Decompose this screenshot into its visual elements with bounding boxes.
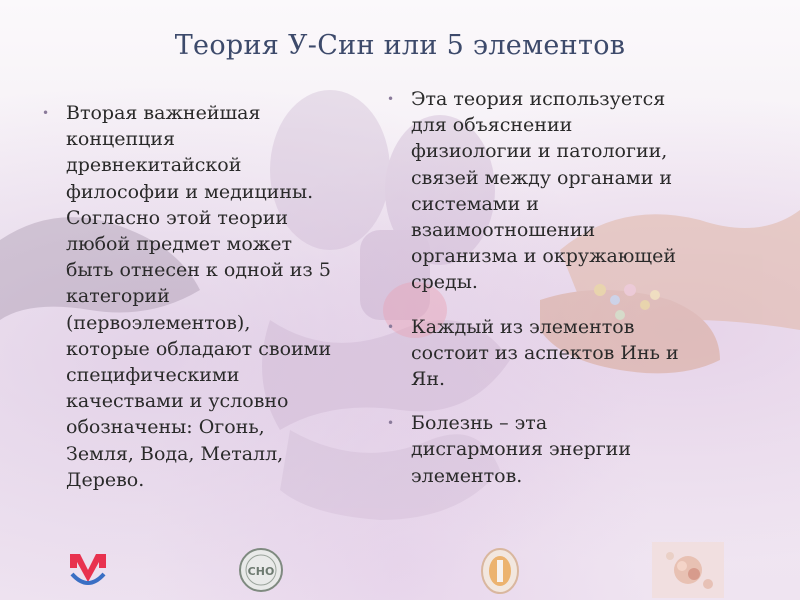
bullet-icon: • xyxy=(387,416,395,431)
bullet-text: Каждый из элементов состоит из аспектов Инь и Ян. xyxy=(411,315,679,391)
right-column xyxy=(385,86,705,507)
list-item xyxy=(385,86,705,296)
floral-thumbnail-icon xyxy=(652,542,724,598)
bullet-icon: • xyxy=(42,106,50,120)
bullet-text: Эта теория используется для объяснении физиологии и патологии, связей между органами и системами и взаимоотношении организма и окружающей среды. xyxy=(411,88,676,294)
bullet-text: Болезнь – эта дисгармония энергии элементов. xyxy=(411,412,632,487)
university-m-logo-icon xyxy=(66,548,110,590)
medical-emblem-icon xyxy=(479,546,521,596)
bullet-text: Вторая важнейшая концепция древнекитайской философии и медицины. Согласно этой теории любой предмет может быть отнесен к одной из 5 категорий (первоэлементов), которые обладают своими специфическими качествами и условно обозначены: Огонь, Земля, Вода, Металл, Дерево. xyxy=(66,102,332,491)
slide-title: Теория У-Син или 5 элементов xyxy=(174,30,626,61)
list-item xyxy=(40,100,350,493)
bullet-icon: • xyxy=(387,92,395,106)
sno-emblem-icon xyxy=(237,546,285,594)
logo-bar xyxy=(0,540,800,600)
left-column xyxy=(40,100,350,493)
list-item xyxy=(385,314,705,393)
bullet-icon: • xyxy=(387,319,395,334)
sno-label: СНО xyxy=(247,565,275,578)
list-item xyxy=(385,410,705,489)
